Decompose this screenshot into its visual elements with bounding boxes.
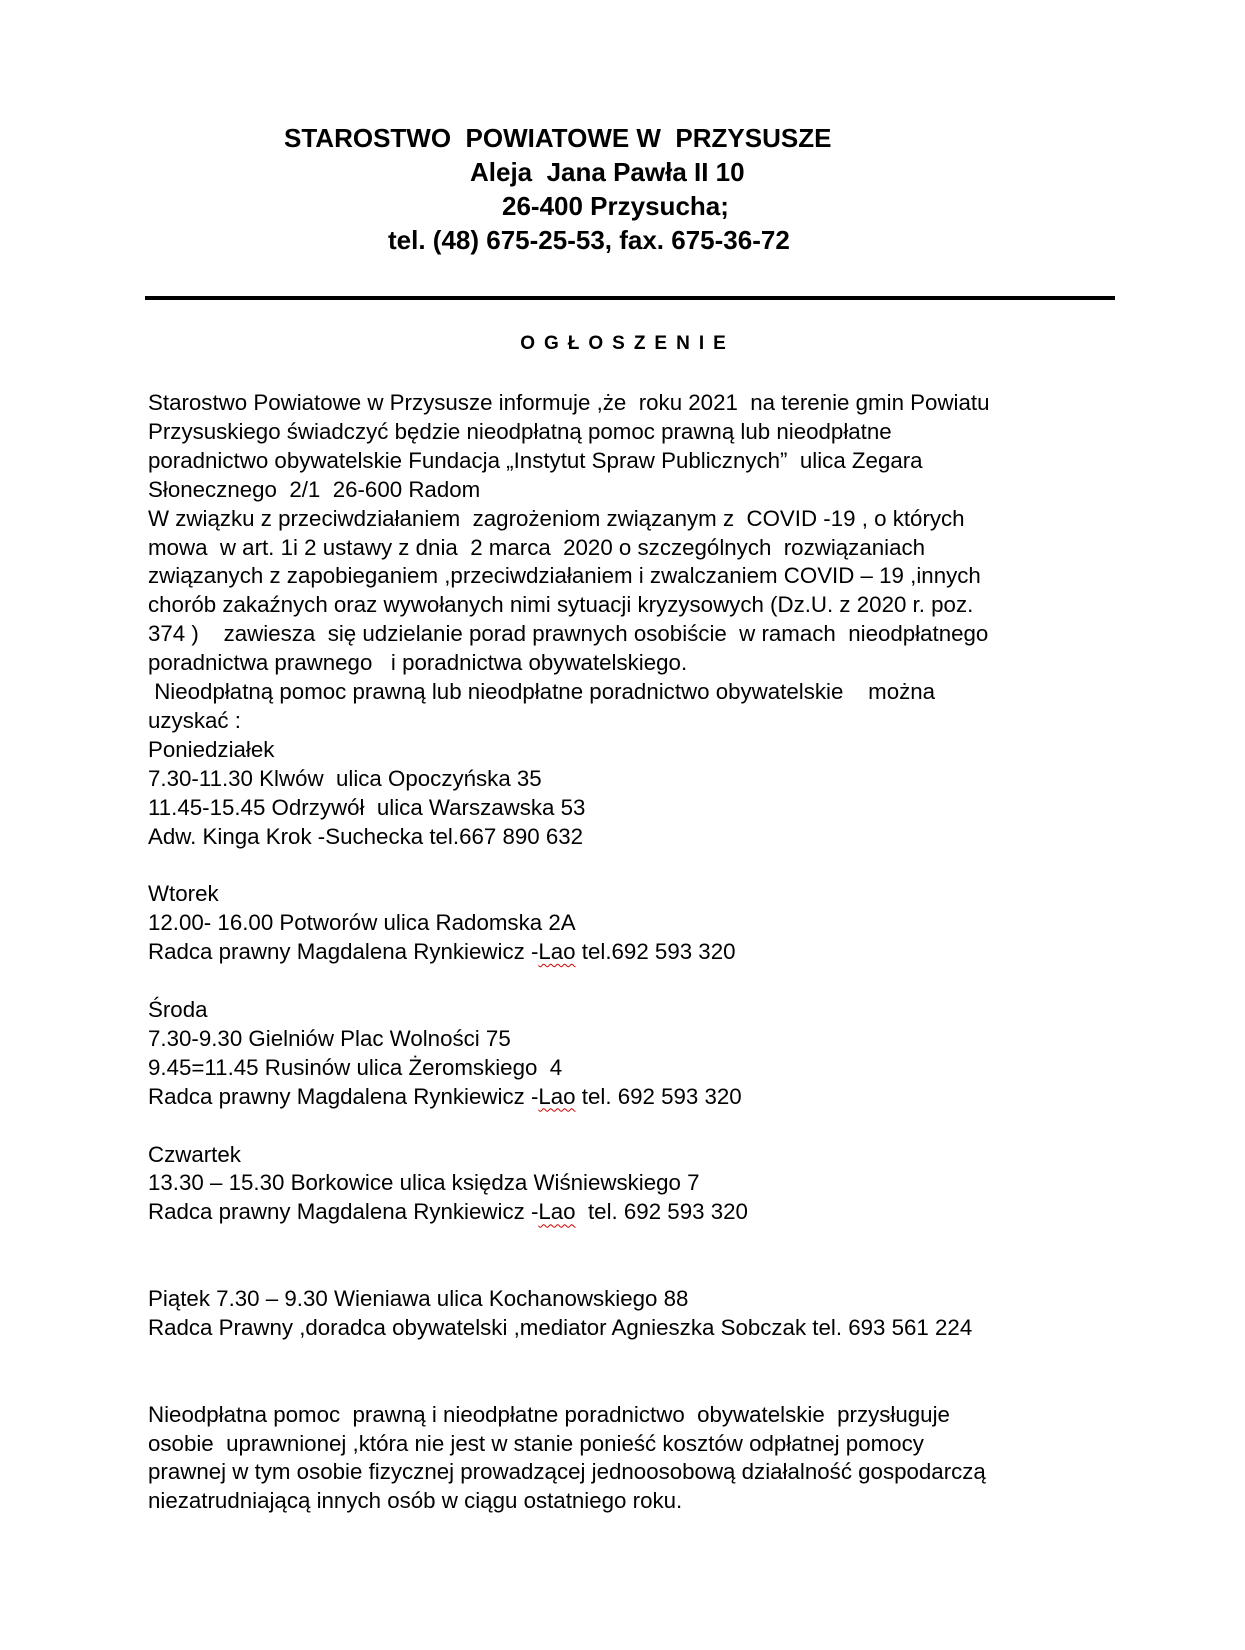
- schedule-wednesday: [148, 996, 1128, 1112]
- institution-street: Aleja Jana Pawła II 10: [470, 157, 745, 187]
- spacer: [148, 1112, 1128, 1141]
- schedule-entry: Piątek 7.30 – 9.30 Wieniawa ulica Kochanowskiego 88: [148, 1286, 689, 1312]
- schedule-entry: 9.45=11.45 Rusinów ulica Żeromskiego 4: [148, 1054, 563, 1080]
- lawyer-name: Radca prawny Magdalena Rynkiewicz -: [148, 1083, 539, 1109]
- closing-line: prawnej w tym osobie fizycznej prowadzącej jednoosobową działalność gospodarczą: [148, 1459, 986, 1485]
- intro-line: Przysuskiego świadczyć będzie nieodpłatną pomoc prawną lub nieodpłatne: [148, 418, 892, 444]
- lawyer-contact: [148, 938, 1128, 967]
- intro-line: poradnictwo obywatelskie Fundacja „Instytut Spraw Publicznych” ulica Zegara: [148, 447, 923, 473]
- spacer: [148, 1227, 1128, 1285]
- letterhead: [0, 121, 1245, 257]
- schedule-monday: [148, 736, 1128, 852]
- intro-line: uzyskać :: [148, 707, 241, 733]
- lawyer-contact: [148, 1198, 1128, 1227]
- schedule-entry: 13.30 – 15.30 Borkowice ulica księdza Wiśniewskiego 7: [148, 1170, 700, 1196]
- intro-paragraph: [148, 389, 1128, 736]
- spellcheck-flagged-word: Lao: [538, 1083, 576, 1109]
- lawyer-phone: tel. 692 593 320: [575, 1083, 742, 1109]
- spellcheck-flagged-word: Lao: [538, 939, 576, 965]
- day-label: Poniedziałek: [148, 736, 275, 762]
- schedule-entry: 12.00- 16.00 Potworów ulica Radomska 2A: [148, 910, 576, 936]
- intro-line: związanych z zapobieganiem ,przeciwdziałaniem i zwalczaniem COVID – 19 ,innych: [148, 563, 981, 589]
- lawyer-contact: [148, 1083, 1128, 1112]
- intro-line: Nieodpłatną pomoc prawną lub nieodpłatne poradnictwo obywatelskie można: [148, 679, 936, 705]
- schedule-entry: 7.30-9.30 Gielniów Plac Wolności 75: [148, 1025, 511, 1051]
- spacer: [148, 1343, 1128, 1401]
- spacer: [148, 852, 1128, 881]
- lawyer-contact: Radca Prawny ,doradca obywatelski ,mediator Agnieszka Sobczak tel. 693 561 224: [148, 1314, 973, 1340]
- intro-line: 374 ) zawiesza się udzielanie porad prawnych osobiście w ramach nieodpłatnego: [148, 621, 989, 647]
- institution-city: 26-400 Przysucha;: [502, 191, 729, 221]
- closing-line: niezatrudniającą innych osób w ciągu ostatniego roku.: [148, 1488, 683, 1514]
- spellcheck-flagged-word: Lao: [538, 1199, 576, 1225]
- intro-line: Słonecznego 2/1 26-600 Radom: [148, 476, 481, 502]
- intro-line: W związku z przeciwdziałaniem zagrożeniom związanym z COVID -19 , o których: [148, 505, 965, 531]
- lawyer-phone: tel.692 593 320: [575, 939, 736, 965]
- spacer: [148, 967, 1128, 996]
- closing-line: osobie uprawnionej ,która nie jest w stanie ponieść kosztów odpłatnej pomocy: [148, 1430, 924, 1456]
- schedule-tuesday: [148, 880, 1128, 967]
- schedule-entry: 11.45-15.45 Odrzywół ulica Warszawska 53: [148, 794, 586, 820]
- intro-line: poradnictwa prawnego i poradnictwa obywatelskiego.: [148, 650, 688, 676]
- schedule-thursday: [148, 1141, 1128, 1228]
- document-title: OGŁOSZENIE: [520, 333, 735, 354]
- lawyer-name: Radca prawny Magdalena Rynkiewicz -: [148, 1199, 539, 1225]
- day-label: Wtorek: [148, 881, 219, 907]
- lawyer-name: Radca prawny Magdalena Rynkiewicz -: [148, 939, 539, 965]
- institution-contact: tel. (48) 675-25-53, fax. 675-36-72: [388, 225, 790, 255]
- lawyer-phone: tel. 692 593 320: [575, 1199, 748, 1225]
- intro-line: chorób zakaźnych oraz wywołanych nimi sytuacji kryzysowych (Dz.U. z 2020 r. poz.: [148, 592, 974, 618]
- lawyer-contact: Adw. Kinga Krok -Suchecka tel.667 890 632: [148, 823, 584, 849]
- closing-line: Nieodpłatna pomoc prawną i nieodpłatne poradnictwo obywatelskie przysługuje: [148, 1401, 950, 1427]
- schedule-friday: [148, 1285, 1128, 1343]
- day-label: Czwartek: [148, 1141, 241, 1167]
- schedule-entry: 7.30-11.30 Klwów ulica Opoczyńska 35: [148, 765, 542, 791]
- day-label: Środa: [148, 997, 208, 1022]
- announcement-body: [148, 389, 1128, 1516]
- intro-line: mowa w art. 1i 2 ustawy z dnia 2 marca 2020 o szczególnych rozwiązaniach: [148, 534, 926, 560]
- closing-paragraph: [148, 1401, 1128, 1517]
- intro-line: Starostwo Powiatowe w Przysusze informuje ,że roku 2021 na terenie gmin Powiatu: [148, 390, 990, 415]
- institution-name: STAROSTWO POWIATOWE W PRZYSUSZE: [284, 123, 832, 153]
- header-divider: [145, 296, 1115, 300]
